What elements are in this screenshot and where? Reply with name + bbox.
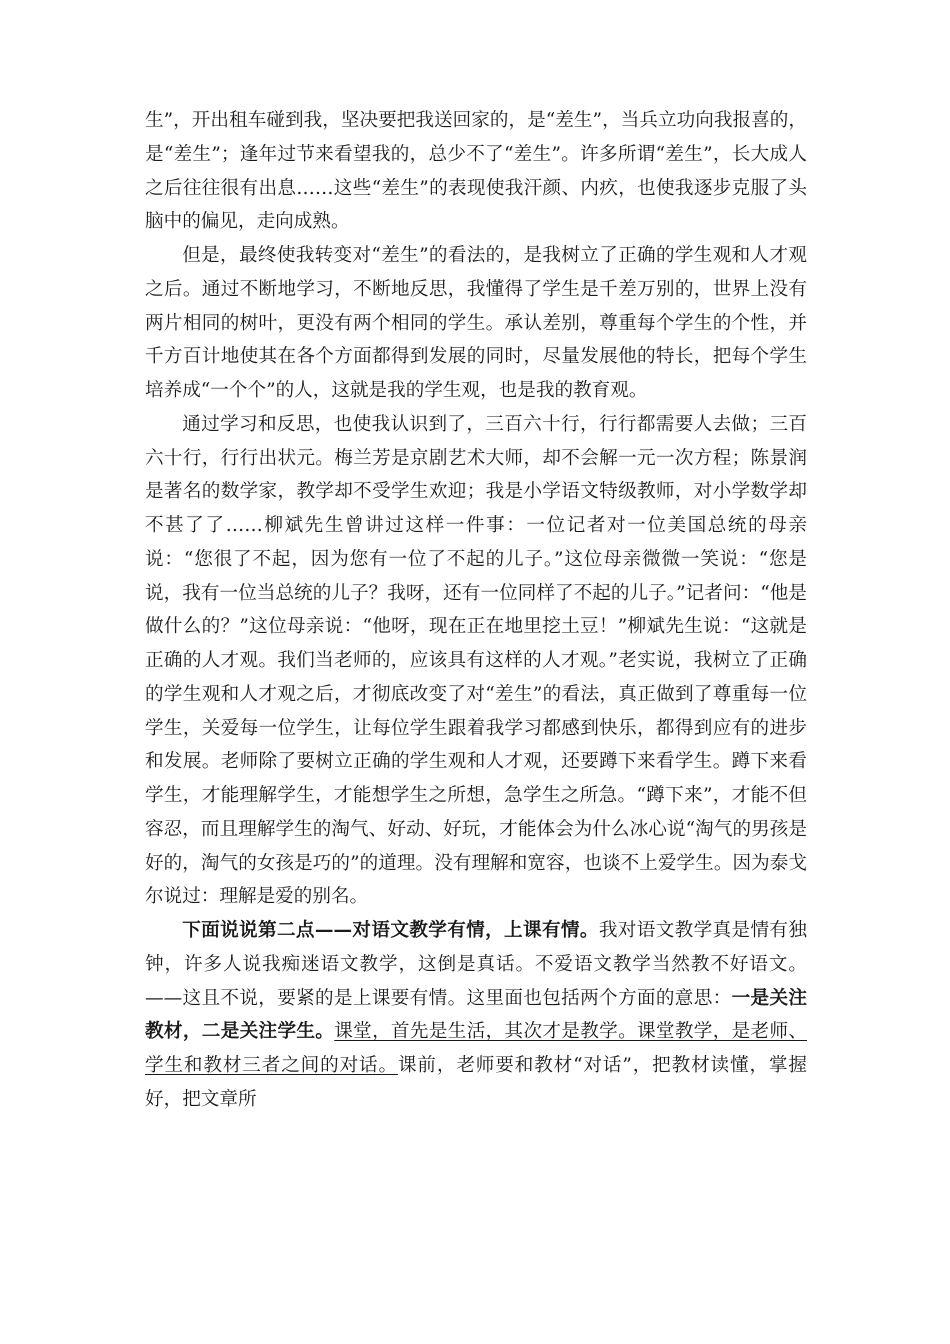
- paragraph-4-text-b: 课前，老师要和教材“对话”，把教材读懂，掌握好，把文章所: [145, 1055, 807, 1110]
- paragraph-4-text-a: 我对语文教学真是情有独钟，许多人说我痴迷语文教学，这倒是真话。不爱语文教学当然教不好语文。——这且不说，要紧的是上课要有情。这里面也包括两个方面的意思：: [145, 920, 807, 1009]
- paragraph-1: 生”，开出租车碰到我，坚决要把我送回家的，是“差生”，当兵立功向我报喜的，是“差生”；逢年过节来看望我的，总少不了“差生”。许多所谓“差生”，长大成人之后往往很有出息……这些“差生”的表现使我汗颜、内疚，也使我逐步克服了头脑中的偏见，走向成熟。: [145, 110, 807, 233]
- section-heading-inline: 下面说说第二点——对语文教学有情，上课有情。: [182, 920, 599, 941]
- paragraph-4: [145, 914, 807, 1117]
- paragraph-3: 通过学习和反思，也使我认识到了，三百六十行，行行都需要人去做；三百六十行，行行出状元。梅兰芳是京剧艺术大师，却不会解一元一次方程；陈景润是著名的数学家，教学却不受学生欢迎；我是小学语文特级教师，对小学数学却不甚了了……柳斌先生曾讲过这样一件事：一位记者对一位美国总统的母亲说：“您很了不起，因为您有一位了不起的儿子。”这位母亲微微一笑说：“您是说，我有一位当总统的儿子？我呀，还有一位同样了不起的儿子。”记者问：“他是做什么的？”这位母亲说：“他呀，现在正在地里挖土豆！”柳斌先生说：“这就是正确的人才观。我们当老师的，应该具有这样的人才观。”老实说，我树立了正确的学生观和人才观之后，才彻底改变了对“差生”的看法，真正做到了尊重每一位学生，关爱每一位学生，让每位学生跟着我学习都感到快乐，都得到应有的进步和发展。老师除了要树立正确的学生观和人才观，还要蹲下来看学生。蹲下来看学生，才能理解学生，才能想学生之所想，急学生之所急。“蹲下来”，才能不但容忍，而且理解学生的淘气、好动、好玩，才能体会为什么冰心说“淘气的男孩是好的，淘气的女孩是巧的”的道理。没有理解和宽容，也谈不上爱学生。因为泰戈尔说过：理解是爱的别名。: [145, 413, 807, 908]
- document-page: [145, 104, 807, 1117]
- paragraph-2: 但是，最终使我转变对“差生”的看法的，是我树立了正确的学生观和人才观之后。通过不断地学习，不断地反思，我懂得了学生是千差万别的，世界上没有两片相同的树叶，更没有两个相同的学生。承认差别，尊重每个学生的个性，并千方百计地使其在各个方面都得到发展的同时，尽量发展他的特长，把每个学生培养成“一个个”的人，这就是我的学生观，也是我的教育观。: [145, 245, 807, 401]
- underlined-sentence: 课堂，首先是生活，其次才是教学。课堂教学，是老师、学生和教材三者之间的对话。: [145, 1021, 807, 1076]
- key-points-bold: 一是关注教材，二是关注学生。: [145, 987, 807, 1043]
